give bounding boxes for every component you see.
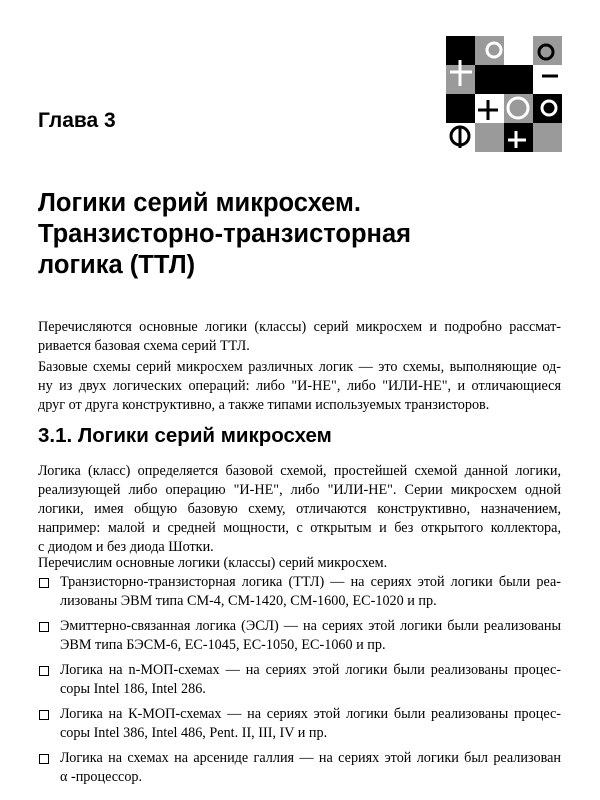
text-line: лизованы ЭВМ типа СМ-4, СМ-1420, СМ-1600, ЕС-1020 и пр. — [60, 593, 437, 609]
section-heading: 3.1. Логики серий микросхем — [38, 424, 332, 447]
text-line: логики, имея общую базовую схему, отличаются конструктивно, назначением, — [38, 501, 561, 517]
intro-paragraph-1 — [38, 318, 561, 356]
chapter-emblem-icon — [446, 36, 562, 152]
checkbox-bullet-icon — [39, 710, 49, 720]
checkbox-bullet-icon — [39, 666, 49, 676]
title-line: Транзисторно-транзисторная — [38, 220, 412, 248]
logic-list — [38, 573, 561, 793]
chapter-label: Глава 3 — [38, 109, 116, 132]
text-line: реализующей либо операцию "И-НЕ", либо "ИЛИ-НЕ". Серии микросхем одной — [38, 482, 561, 498]
text-line: Базовые схемы серий микросхем различных логик — это схемы, выполняющие од- — [38, 359, 561, 375]
title-line: Логики серий микросхем. — [38, 189, 361, 217]
text-line: Логика (класс) определяется базовой схемой, простейшей схемой данной логики, — [38, 463, 561, 479]
checkbox-bullet-icon — [39, 754, 49, 764]
section-paragraph-2 — [38, 554, 561, 573]
checkbox-bullet-icon — [39, 578, 49, 588]
checkbox-bullet-icon — [39, 622, 49, 632]
text-line: ну из двух логических операций: либо "И-НЕ", либо "ИЛИ-НЕ", и отличающиеся — [38, 378, 561, 394]
text-line: ривается базовая схема серий ТТЛ. — [38, 338, 250, 354]
text-line: α -процессор. — [60, 769, 143, 785]
text-line: Логика на n-МОП-схемах — на сериях этой логики были реализованы процес- — [60, 662, 561, 678]
list-item — [38, 749, 561, 787]
title-line: логика (ТТЛ) — [38, 251, 196, 279]
text-line: соры Intel 186, Intel 286. — [60, 681, 206, 697]
text-line: Логика на К-МОП-схемах — на сериях этой логики были реализованы процес- — [60, 706, 561, 722]
text-line: с диодом и без диода Шотки. — [38, 539, 214, 555]
intro-paragraph-2 — [38, 358, 561, 415]
list-item — [38, 573, 561, 611]
text-line: Перечислим основные логики (классы) серий микросхем. — [38, 555, 388, 571]
text-line: друг от друга конструктивно, а также типами используемых транзисторов. — [38, 397, 490, 413]
chapter-title — [38, 188, 558, 281]
text-line: Транзисторно-транзисторная логика (ТТЛ) — на сериях этой логики были реа- — [60, 574, 561, 590]
text-line: например: малой и средней мощности, с открытым и без открытого коллектора, — [38, 520, 561, 536]
text-line: ЭВМ типа БЭСМ-6, ЕС-1045, ЕС-1050, ЕС-1060 и пр. — [60, 637, 386, 653]
list-item — [38, 617, 561, 655]
list-item — [38, 661, 561, 699]
section-paragraph-1 — [38, 462, 561, 557]
text-line: соры Intel 386, Intel 486, Pent. II, III, IV и пр. — [60, 725, 328, 741]
text-line: Эмиттерно-связанная логика (ЭСЛ) — на сериях этой логики были реализованы — [60, 618, 561, 634]
text-line: Перечисляются основные логики (классы) серий микросхем и подробно рассмат- — [38, 319, 561, 335]
text-line: Логика на схемах на арсениде галлия — на сериях этой логики был реализован — [60, 750, 561, 766]
list-item — [38, 705, 561, 743]
